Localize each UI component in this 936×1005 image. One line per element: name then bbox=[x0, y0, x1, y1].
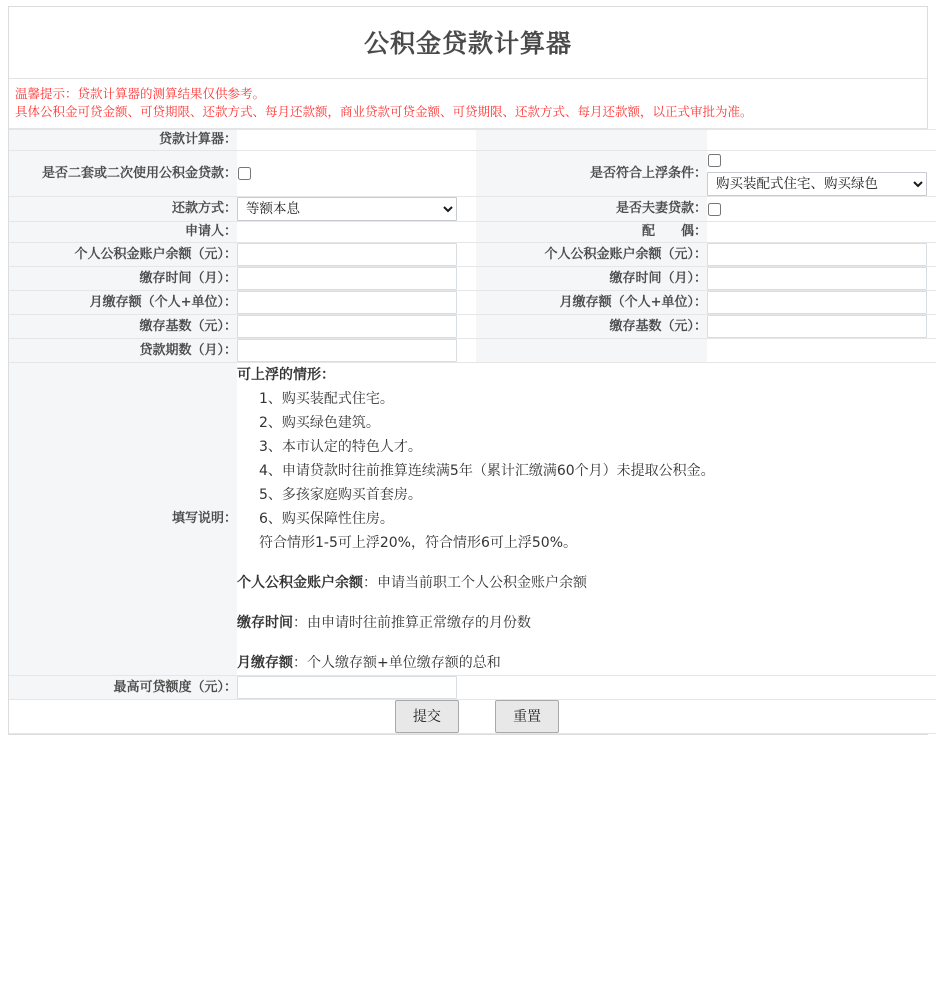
label-calculator: 贷款计算器： bbox=[9, 130, 237, 151]
label-applicant-deposit-base: 缴存基数（元）： bbox=[9, 315, 237, 339]
cell-spouse-balance bbox=[707, 243, 936, 267]
row-applicant-spouse bbox=[9, 222, 936, 243]
row-instructions bbox=[9, 363, 936, 676]
cell-spouse-deposit-time bbox=[707, 267, 936, 291]
definition-term: 个人公积金账户余额 bbox=[237, 575, 363, 591]
label-loan-periods: 贷款期数（月）： bbox=[9, 339, 237, 363]
row-deposit-time bbox=[9, 267, 936, 291]
instructions-item: 2、购买绿色建筑。 bbox=[259, 415, 380, 431]
cell-spouse-monthly-deposit bbox=[707, 291, 936, 315]
reset-button[interactable]: 重置 bbox=[495, 700, 559, 733]
cell-calculator-value bbox=[237, 130, 476, 151]
uplift-condition-select[interactable] bbox=[707, 172, 927, 196]
page-title-bar bbox=[9, 7, 927, 79]
definition-separator: ： bbox=[363, 575, 377, 591]
instructions-definition bbox=[237, 571, 936, 595]
instructions-item: 6、购买保障性住房。 bbox=[259, 511, 394, 527]
row-second-home bbox=[9, 151, 936, 197]
definition-separator: ： bbox=[293, 615, 307, 631]
max-amount-input[interactable] bbox=[237, 676, 457, 699]
cell-applicant-monthly-deposit bbox=[237, 291, 476, 315]
warning-line-2: 具体公积金可贷金额、可贷期限、还款方式、每月还款额，商业贷款可贷金额、可贷期限、还款方式、每月还款额，以正式审批为准。 bbox=[15, 104, 753, 119]
row-deposit-base bbox=[9, 315, 936, 339]
label-applicant-monthly-deposit: 月缴存额（个人+单位）： bbox=[9, 291, 237, 315]
row-loan-periods bbox=[9, 339, 936, 363]
label-spouse: 配 偶： bbox=[476, 222, 707, 243]
definition-separator: ： bbox=[293, 655, 307, 671]
row-calculator bbox=[9, 130, 936, 151]
label-uplift-condition: 是否符合上浮条件： bbox=[476, 151, 707, 197]
repayment-method-select[interactable] bbox=[237, 197, 457, 221]
row-actions bbox=[9, 700, 936, 734]
couple-loan-checkbox[interactable] bbox=[708, 203, 721, 216]
cell-applicant-balance bbox=[237, 243, 476, 267]
cell-couple-loan bbox=[707, 197, 936, 222]
cell-second-home bbox=[237, 151, 476, 197]
label-repayment-method: 还款方式： bbox=[9, 197, 237, 222]
calculator-frame bbox=[8, 6, 928, 735]
action-buttons bbox=[9, 700, 936, 734]
definition-description: 由申请时往前推算正常缴存的月份数 bbox=[307, 615, 531, 631]
instructions-content bbox=[237, 363, 936, 676]
definition-description: 申请当前职工个人公积金账户余额 bbox=[377, 575, 587, 591]
cell-loan-periods-blank-label bbox=[476, 339, 707, 363]
label-spouse-deposit-base: 缴存基数（元）： bbox=[476, 315, 707, 339]
cell-blank-label bbox=[476, 130, 707, 151]
page-title: 公积金贷款计算器 bbox=[363, 29, 572, 58]
label-instructions: 填写说明： bbox=[9, 363, 237, 676]
instructions-item: 1、购买装配式住宅。 bbox=[259, 391, 394, 407]
applicant-balance-input[interactable] bbox=[237, 243, 457, 266]
definition-term: 月缴存额 bbox=[237, 655, 293, 671]
applicant-deposit-time-input[interactable] bbox=[237, 267, 457, 290]
label-couple-loan: 是否夫妻贷款： bbox=[476, 197, 707, 222]
label-max-amount: 最高可贷额度（元）： bbox=[9, 676, 237, 700]
loan-periods-input[interactable] bbox=[237, 339, 457, 362]
instructions-heading: 可上浮的情形： bbox=[237, 367, 335, 383]
second-home-checkbox[interactable] bbox=[238, 167, 251, 180]
cell-applicant-deposit-time bbox=[237, 267, 476, 291]
label-second-home: 是否二套或二次使用公积金贷款： bbox=[9, 151, 237, 197]
label-applicant-deposit-time: 缴存时间（月）： bbox=[9, 267, 237, 291]
label-applicant-balance: 个人公积金账户余额（元）： bbox=[9, 243, 237, 267]
label-spouse-deposit-time: 缴存时间（月）： bbox=[476, 267, 707, 291]
cell-blank-value bbox=[707, 130, 936, 151]
label-applicant: 申请人： bbox=[9, 222, 237, 243]
label-spouse-balance: 个人公积金账户余额（元）： bbox=[476, 243, 707, 267]
cell-applicant-value bbox=[237, 222, 476, 243]
instructions-summary: 符合情形1-5可上浮20%，符合情形6可上浮50%。 bbox=[259, 535, 578, 551]
definition-description: 个人缴存额+单位缴存额的总和 bbox=[307, 655, 501, 671]
uplift-condition-checkbox[interactable] bbox=[708, 154, 721, 167]
instructions-item: 4、申请贷款时往前推算连续满5年（累计汇缴满60个月）未提取公积金。 bbox=[259, 463, 715, 479]
loan-calculator-form bbox=[9, 129, 936, 734]
instructions-item: 3、本市认定的特色人才。 bbox=[259, 439, 422, 455]
submit-button[interactable]: 提交 bbox=[395, 700, 459, 733]
cell-spouse-deposit-base bbox=[707, 315, 936, 339]
spouse-deposit-time-input[interactable] bbox=[707, 267, 927, 290]
cell-loan-periods-blank-value bbox=[707, 339, 936, 363]
cell-spouse-value bbox=[707, 222, 936, 243]
cell-max-amount bbox=[237, 676, 936, 700]
cell-applicant-deposit-base bbox=[237, 315, 476, 339]
spouse-monthly-deposit-input[interactable] bbox=[707, 291, 927, 314]
spouse-deposit-base-input[interactable] bbox=[707, 315, 927, 338]
row-monthly-deposit bbox=[9, 291, 936, 315]
row-max-amount bbox=[9, 676, 936, 700]
applicant-deposit-base-input[interactable] bbox=[237, 315, 457, 338]
uplift-checkbox-row bbox=[707, 151, 936, 170]
instructions-item: 5、多孩家庭购买首套房。 bbox=[259, 487, 422, 503]
cell-uplift-condition bbox=[707, 151, 936, 197]
spouse-balance-input[interactable] bbox=[707, 243, 927, 266]
label-spouse-monthly-deposit: 月缴存额（个人+单位）： bbox=[476, 291, 707, 315]
row-repayment-method bbox=[9, 197, 936, 222]
instructions-definition bbox=[237, 651, 936, 675]
cell-repayment-method bbox=[237, 197, 476, 222]
applicant-monthly-deposit-input[interactable] bbox=[237, 291, 457, 314]
row-account-balance bbox=[9, 243, 936, 267]
instructions-definition bbox=[237, 611, 936, 635]
warning-line-1: 温馨提示：贷款计算器的测算结果仅供参考。 bbox=[15, 86, 266, 101]
warning-notice bbox=[9, 79, 927, 129]
cell-loan-periods bbox=[237, 339, 476, 363]
definition-term: 缴存时间 bbox=[237, 615, 293, 631]
